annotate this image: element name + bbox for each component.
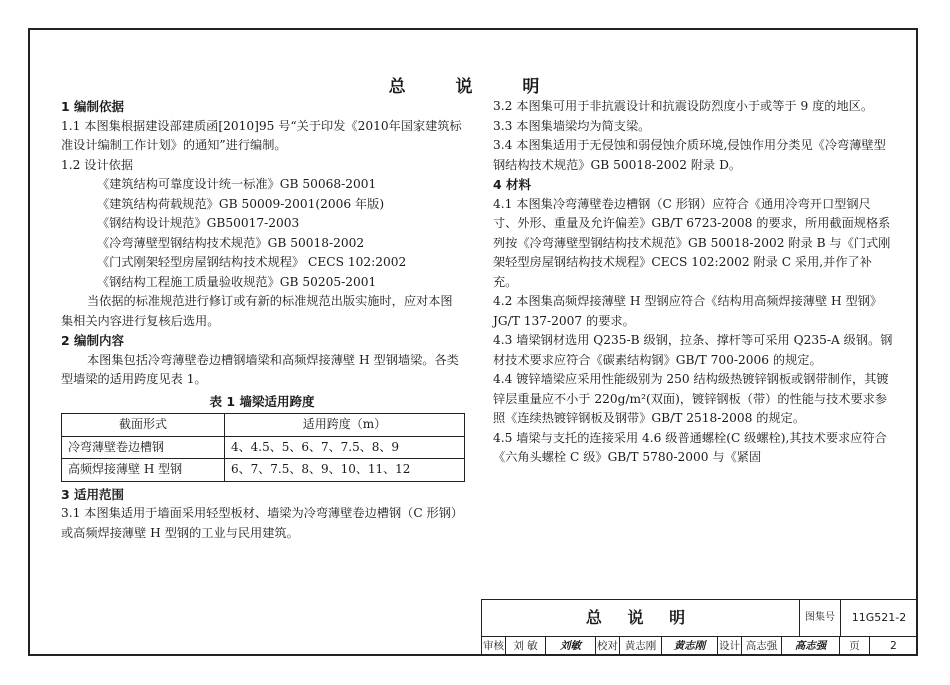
paragraph-3-2: 3.2 本图集可用于非抗震设计和抗震设防烈度小于或等于 9 度的地区。: [493, 99, 874, 113]
checker-name: 黄志刚: [620, 637, 662, 656]
table-row: [62, 459, 465, 482]
reference-item: 《钢结构设计规范》GB50017-2003: [97, 216, 300, 230]
table-header-row: [62, 414, 465, 437]
designer-name: 高志强: [742, 637, 782, 656]
revision-note: 当依据的标准规范进行修订或有新的标准规范出版实施时，应对本图集相关内容进行复核后选用。: [61, 294, 453, 328]
span-table: [61, 413, 465, 482]
left-column: [61, 97, 463, 543]
paragraph-1-1: 1.1 本图集根据建设部建质函[2010]95 号“关于印发《2010年国家建筑标准设计编制工作计划》的通知”进行编制。: [61, 118, 462, 152]
table-cell: 4、4.5、5、6、7、7.5、8、9: [225, 436, 465, 459]
table-row: [62, 436, 465, 459]
designer-signature: 高志强: [782, 637, 840, 656]
section-3-heading: 3 适用范围: [61, 486, 125, 502]
reference-item: 《建筑结构荷载规范》GB 50009-2001(2006 年版): [97, 196, 385, 211]
paragraph-4-4: 4.4 镀锌墙梁应采用性能级别为 250 结构级热镀锌钢板或钢带制作，其镀锌层重量应不小于 220g/m²(双面)，镀锌钢板（带）的性能与技术要求参照《连续热镀锌钢板及钢带》GB/T 2518-2008 的规定。: [493, 372, 889, 425]
paragraph-3-3: 3.3 本图集墙梁均为简支梁。: [493, 118, 651, 133]
table-1-caption: 表 1 墙梁适用跨度: [209, 393, 315, 409]
reference-item: 《建筑结构可靠度设计统一标准》GB 50068-2001: [97, 177, 377, 191]
checker-signature: 黄志刚: [662, 637, 718, 656]
section-4-heading: 4 材料: [493, 177, 532, 192]
right-column: [493, 97, 895, 468]
page-number: 2: [890, 640, 897, 652]
paragraph-2: 本图集包括冷弯薄壁卷边槽钢墙梁和高频焊接薄壁 H 型钢墙梁。各类型墙梁的适用跨度见表 1。: [61, 352, 459, 386]
table-cell: 6、7、7.5、8、9、10、11、12: [225, 459, 465, 482]
paragraph-4-1: 4.1 本图集冷弯薄壁卷边槽钢（C 形钢）应符合《通用冷弯开口型钢尺寸、外形、重量及允许偏差》GB/T 6723-2008 的要求，所用截面规格系列按《冷弯薄壁型钢结构技术规范》GB 50018-2002 附录 B 与《门式刚架轻型房屋钢结构技术规程》CECS 102:2002 附录 C 采用,并作了补充。: [493, 196, 891, 289]
design-label: 设计: [718, 637, 742, 656]
title-block-title: 总 说 明: [482, 600, 800, 636]
paragraph-3-4: 3.4 本图集适用于无侵蚀和弱侵蚀介质环境,侵蚀作用分类见《冷弯薄壁型钢结构技术规范》GB 50018-2002 附录 D。: [493, 138, 886, 172]
atlas-number: 11G521-2: [851, 611, 907, 624]
paragraph-3-1: 3.1 本图集适用于墙面采用轻型板材、墙梁为冷弯薄壁卷边槽钢（C 形钢）或高频焊接薄壁 H 型钢的工业与民用建筑。: [61, 506, 457, 540]
table-header: 适用跨度（m）: [225, 414, 465, 437]
reference-item: 《冷弯薄壁型钢结构技术规范》GB 50018-2002: [97, 235, 365, 250]
paragraph-4-5: 4.5 墙梁与支托的连接采用 4.6 级普通螺栓(C 级螺栓),其技术要求应符合《六角头螺栓 C 级》GB/T 5780-2000 与《紧固: [493, 430, 887, 464]
table-cell: 高频焊接薄壁 H 型钢: [62, 459, 225, 482]
page-title: 总 说 明: [388, 77, 562, 97]
page-label: 页: [840, 637, 870, 656]
section-1-heading: 1 编制依据: [61, 99, 125, 114]
atlas-number-label: 图集号: [800, 600, 841, 636]
title-block-top-row: [482, 600, 917, 637]
section-2-heading: 2 编制内容: [61, 333, 125, 348]
paragraph-4-3: 4.3 墙梁钢材选用 Q235-B 级钢，拉条、撑杆等可采用 Q235-A 级钢。钢材技术要求应符合《碳素结构钢》GB/T 700-2006 的规定。: [493, 333, 893, 367]
reviewer-signature: 刘敏: [546, 637, 596, 656]
reviewer-name: 刘 敏: [506, 637, 546, 656]
table-header: 截面形式: [62, 414, 225, 437]
table-cell: 冷弯薄壁卷边槽钢: [62, 436, 225, 459]
paragraph-1-2: 1.2 设计依据: [61, 157, 134, 172]
check-label: 校对: [596, 637, 620, 656]
title-block: [481, 599, 918, 656]
paragraph-4-2: 4.2 本图集高频焊接薄壁 H 型钢应符合《结构用高频焊接薄壁 H 型钢》JG/T 137-2007 的要求。: [493, 294, 883, 328]
review-label: 审核: [482, 637, 506, 656]
reference-item: 《钢结构工程施工质量验收规范》GB 50205-2001: [97, 274, 377, 289]
reference-item: 《门式刚架轻型房屋钢结构技术规程》 CECS 102:2002: [97, 255, 407, 269]
title-block-signature-row: [482, 637, 917, 656]
